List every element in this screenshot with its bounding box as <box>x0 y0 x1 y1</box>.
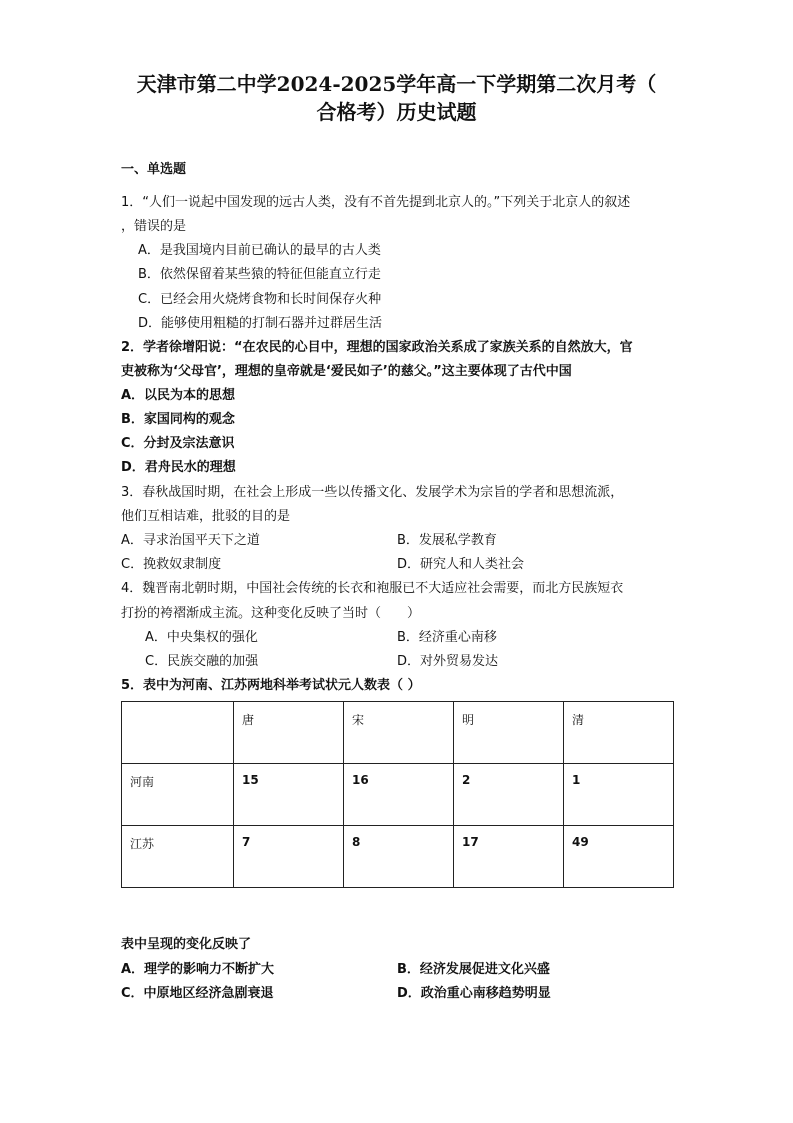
q2-option-a: A．以民为本的思想 <box>121 388 236 403</box>
q5-option-b: B．经济发展促进文化兴盛 <box>397 962 550 977</box>
q5-option-d: D．政治重心南移趋势明显 <box>397 986 551 1001</box>
q1-option-a: A．是我国境内目前已确认的最早的古人类 <box>138 243 381 258</box>
table-header-cell: 宋 <box>344 702 454 764</box>
table-header-cell: 唐 <box>234 702 344 764</box>
q3-option-c: C．挽救奴隶制度 <box>121 557 222 572</box>
table-header-cell <box>122 702 234 764</box>
q3-option-b: B．发展私学教育 <box>397 533 497 548</box>
q3-stem-line-1: 3．春秋战国时期，在社会上形成一些以传播文化、发展学术为宗旨的学者和思想流派， <box>121 485 624 500</box>
table-row <box>122 826 674 888</box>
q1-option-b: B．依然保留着某些猿的特征但能直立行走 <box>138 267 381 282</box>
q2-option-c: C．分封及宗法意识 <box>121 436 235 451</box>
q2-stem-line-1: 2．学者徐增阳说：“在农民的心目中，理想的国家政治关系成了家族关系的自然放大，官 <box>121 340 633 355</box>
section-heading: 一、单选题 <box>121 162 187 177</box>
table-cell: 7 <box>234 826 344 888</box>
q5-option-a: A．理学的影响力不断扩大 <box>121 962 275 977</box>
q3-stem-line-2: 他们互相诘难，批驳的目的是 <box>121 509 291 524</box>
q1-stem-line-2: ，错误的是 <box>121 219 187 234</box>
document-title-line-2: 合格考）历史试题 <box>316 100 477 124</box>
table-row-label: 江苏 <box>122 826 234 888</box>
q3-option-d: D．研究人和人类社会 <box>397 557 525 572</box>
table-cell: 15 <box>234 764 344 826</box>
q3-option-a: A．寻求治国平天下之道 <box>121 533 260 548</box>
q4-option-b: B．经济重心南移 <box>397 630 497 645</box>
document-title-line-1: 天津市第二中学2024-2025学年高一下学期第二次月考（ <box>136 72 657 96</box>
table-header-cell: 明 <box>454 702 564 764</box>
q1-option-d: D．能够使用粗糙的打制石器并过群居生活 <box>138 316 383 331</box>
q4-option-a: A．中央集权的强化 <box>145 630 258 645</box>
table-row-label: 河南 <box>122 764 234 826</box>
q4-option-c: C．民族交融的加强 <box>145 654 259 669</box>
q2-option-b: B．家国同构的观念 <box>121 412 235 427</box>
table-cell: 8 <box>344 826 454 888</box>
q2-option-d: D．君舟民水的理想 <box>121 460 236 475</box>
q4-stem-line-2: 打扮的袴褶渐成主流。这种变化反映了当时（ ） <box>121 606 421 621</box>
table-cell: 49 <box>564 826 674 888</box>
q1-stem-line-1: 1．“人们一说起中国发现的远古人类，没有不首先提到北京人的。”下列关于北京人的叙述 <box>121 195 631 210</box>
table-cell: 17 <box>454 826 564 888</box>
scholar-count-table <box>121 701 674 888</box>
q5-option-c: C．中原地区经济急剧衰退 <box>121 986 274 1001</box>
q5-stem: 5．表中为河南、江苏两地科举考试状元人数表（ ） <box>121 678 421 693</box>
q1-option-c: C．已经会用火烧烤食物和长时间保存火种 <box>138 292 382 307</box>
table-header-row <box>122 702 674 764</box>
q4-stem-line-1: 4．魏晋南北朝时期，中国社会传统的长衣和袍服已不大适应社会需要，而北方民族短衣 <box>121 581 624 596</box>
table-cell: 1 <box>564 764 674 826</box>
table-cell: 2 <box>454 764 564 826</box>
q5-after-text: 表中呈现的变化反映了 <box>121 937 252 952</box>
table-header-cell: 清 <box>564 702 674 764</box>
q2-stem-line-2: 吏被称为‘父母官’，理想的皇帝就是‘爱民如子’的慈父。”这主要体现了古代中国 <box>121 364 572 379</box>
table-cell: 16 <box>344 764 454 826</box>
table-row <box>122 764 674 826</box>
q4-option-d: D．对外贸易发达 <box>397 654 499 669</box>
